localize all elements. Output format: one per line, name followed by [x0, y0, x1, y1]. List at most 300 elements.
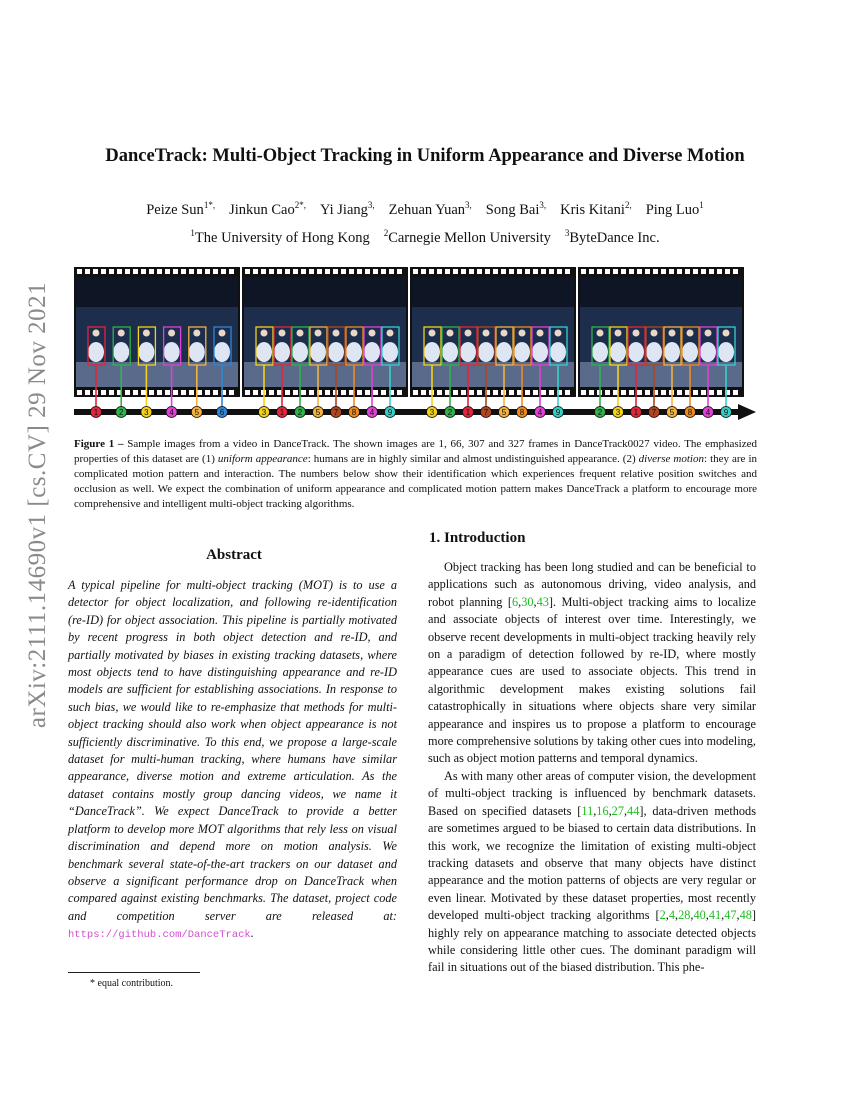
film-sprocket — [693, 390, 698, 395]
film-sprocket — [389, 269, 394, 274]
dancer-figure — [700, 342, 716, 362]
film-sprocket — [149, 269, 154, 274]
author-name: Kris Kitani$^{2,}$ — [560, 200, 632, 218]
film-sprocket — [429, 269, 434, 274]
dancer-head — [597, 330, 604, 337]
film-sprocket — [581, 269, 586, 274]
citation-group: 2,4,28,40,41,47,48 — [659, 908, 752, 923]
film-sprocket — [253, 269, 258, 274]
id-label: 7 — [483, 408, 489, 417]
dancer-head — [143, 330, 150, 337]
film-sprocket — [477, 390, 482, 395]
film-sprocket — [541, 269, 546, 274]
id-label: 1 — [93, 408, 99, 417]
id-label: 7 — [333, 408, 339, 417]
id-label: 8 — [351, 408, 357, 417]
arxiv-sidebar — [8, 281, 68, 729]
film-sprocket — [181, 269, 186, 274]
id-label: 3 — [615, 408, 621, 417]
film-sprocket — [461, 390, 466, 395]
film-sprocket — [717, 269, 722, 274]
dancer-figure — [628, 342, 644, 362]
dancer-figure — [592, 342, 608, 362]
film-sprocket — [189, 390, 194, 395]
id-label: 4 — [369, 408, 375, 417]
caption-label: Figure 1 – — [74, 438, 124, 450]
author-name: Ping Luo$^1$ — [645, 200, 704, 218]
film-sprocket — [221, 269, 226, 274]
intro-paragraph-2 — [428, 768, 756, 977]
intro-p2-text-a: As with many other areas of computer vision, the development of multi-object tracking is influenced by benchmark datasets. Based on specified datasets [ — [428, 768, 756, 818]
dancer-figure — [113, 342, 129, 362]
author-affiliation-mark: 3, — [367, 200, 375, 210]
film-sprocket — [397, 390, 402, 395]
affiliation: $^2$Carnegie Mellon University — [383, 228, 551, 246]
arxiv-id: arXiv:2111.14690v1 [cs.CV] 29 Nov 2021 — [24, 281, 51, 729]
film-sprocket — [325, 390, 330, 395]
film-sprocket — [733, 390, 738, 395]
author-affiliation-mark: 2, — [624, 200, 632, 210]
film-sprocket — [493, 390, 498, 395]
film-sprocket — [509, 269, 514, 274]
film-sprocket — [621, 269, 626, 274]
dancer-figure — [274, 342, 290, 362]
citation-link[interactable]: 28 — [678, 908, 691, 923]
dancer-head — [219, 330, 226, 337]
author-affiliation-mark: 2*, — [294, 200, 306, 210]
film-sprocket — [93, 269, 98, 274]
citation-link[interactable]: 4 — [668, 908, 676, 923]
film-sprocket — [309, 269, 314, 274]
author-name: Peize Sun$^{1*,}$ — [146, 200, 216, 218]
film-sprocket — [101, 390, 106, 395]
dancer-figure — [346, 342, 362, 362]
film-sprocket — [213, 269, 218, 274]
id-label: 6 — [219, 408, 225, 417]
affiliation: $^3$ByteDance Inc. — [564, 228, 660, 246]
film-sprocket — [197, 269, 202, 274]
film-sprocket — [437, 269, 442, 274]
film-sprocket — [109, 269, 114, 274]
film-sprocket — [77, 269, 82, 274]
author-affiliation-mark: 1*, — [203, 200, 216, 210]
citation-link[interactable]: 2 — [659, 908, 666, 923]
film-sprocket — [133, 269, 138, 274]
film-sprocket — [317, 269, 322, 274]
dancer-figure — [550, 342, 566, 362]
dancer-head — [501, 330, 508, 337]
abstract-body — [68, 577, 397, 945]
id-label: 4 — [537, 408, 543, 417]
paper-title: DanceTrack: Multi-Object Tracking in Uniform Appearance and Diverse Motion — [105, 146, 745, 166]
film-sprocket — [469, 269, 474, 274]
film-sprocket — [173, 269, 178, 274]
dancer-figure — [138, 342, 154, 362]
introduction-body — [428, 559, 756, 977]
id-label: 9 — [723, 408, 729, 417]
id-label: 8 — [519, 408, 525, 417]
film-sprocket — [229, 269, 234, 274]
film-sprocket — [341, 269, 346, 274]
dancer-head — [651, 330, 658, 337]
film-sprocket — [365, 269, 370, 274]
dancer-figure — [328, 342, 344, 362]
figure-1-graphic — [74, 267, 756, 420]
stage-floor — [76, 362, 238, 387]
citation-link[interactable]: 40 — [693, 908, 706, 923]
id-label: 2 — [297, 408, 303, 417]
dancer-head — [315, 330, 322, 337]
film-sprocket — [421, 390, 426, 395]
dancer-figure — [718, 342, 734, 362]
dancer-head — [168, 330, 175, 337]
dancer-figure — [310, 342, 326, 362]
dancer-figure — [214, 342, 230, 362]
film-sprocket — [149, 390, 154, 395]
film-sprocket — [229, 390, 234, 395]
film-sprocket — [549, 390, 554, 395]
dancer-figure — [478, 342, 494, 362]
film-sprocket — [733, 269, 738, 274]
dancer-figure — [496, 342, 512, 362]
film-sprocket — [165, 269, 170, 274]
citation-group: 11,16,27,44 — [581, 803, 640, 818]
film-sprocket — [269, 390, 274, 395]
introduction-heading: 1. Introduction — [429, 530, 526, 546]
dancer-head — [369, 330, 376, 337]
film-sprocket — [101, 269, 106, 274]
dancer-figure — [460, 342, 476, 362]
author-name: Jinkun Cao$^{2*,}$ — [229, 200, 306, 218]
dancer-figure — [682, 342, 698, 362]
film-sprocket — [725, 269, 730, 274]
film-sprocket — [709, 390, 714, 395]
id-label: 4 — [169, 408, 174, 417]
dancer-head — [447, 330, 454, 337]
dancer-head — [93, 330, 100, 337]
film-sprocket — [677, 269, 682, 274]
dancer-head — [669, 330, 676, 337]
film-sprocket — [549, 269, 554, 274]
dancer-head — [118, 330, 125, 337]
film-sprocket — [285, 390, 290, 395]
dancer-figure — [532, 342, 548, 362]
film-sprocket — [605, 390, 610, 395]
film-sprocket — [605, 269, 610, 274]
film-sprocket — [629, 390, 634, 395]
dancer-figure — [189, 342, 205, 362]
film-sprocket — [309, 390, 314, 395]
dancer-head — [537, 330, 544, 337]
film-sprocket — [701, 390, 706, 395]
film-sprocket — [125, 269, 130, 274]
film-sprocket — [637, 269, 642, 274]
dancer-head — [193, 330, 200, 337]
film-sprocket — [469, 390, 474, 395]
id-label: 8 — [687, 408, 693, 417]
caption-text-3: : they are in complicated motion pattern and interaction. The numbers below show their identification which experiences frequent relative position switches and occlusion as well. We expect the combination of uniform appearance and complicated motion pattern makes DanceTrack a platform to encourage more comprehensive and intelligent multi-object tracking algorithms. — [74, 453, 758, 510]
film-sprocket — [525, 390, 530, 395]
caption-emphasis-1: uniform appearance — [217, 453, 308, 465]
film-sprocket — [333, 269, 338, 274]
film-sprocket — [213, 390, 218, 395]
film-sprocket — [565, 269, 570, 274]
film-sprocket — [397, 269, 402, 274]
film-sprocket — [421, 269, 426, 274]
film-sprocket — [301, 269, 306, 274]
film-sprocket — [525, 269, 530, 274]
id-label: 5 — [315, 408, 321, 417]
film-sprocket — [685, 269, 690, 274]
dancer-head — [429, 330, 436, 337]
abstract-end: . — [250, 926, 254, 941]
dancer-figure — [664, 342, 680, 362]
id-label: 5 — [194, 408, 200, 417]
citation-link[interactable]: 30 — [521, 594, 534, 609]
film-sprocket — [293, 269, 298, 274]
author-name: Song Bai$^{3,}$ — [485, 200, 547, 218]
figure-1-caption — [74, 437, 757, 512]
film-sprocket — [109, 390, 114, 395]
film-sprocket — [517, 269, 522, 274]
film-sprocket — [357, 269, 362, 274]
film-sprocket — [581, 390, 586, 395]
author-name: Zehuan Yuan$^{3,}$ — [388, 200, 472, 218]
citation-link[interactable]: 44 — [627, 803, 640, 818]
film-sprocket — [269, 269, 274, 274]
id-label: 5 — [669, 408, 675, 417]
film-sprocket — [493, 269, 498, 274]
id-label: 3 — [144, 408, 149, 417]
film-sprocket — [453, 390, 458, 395]
dancer-head — [519, 330, 526, 337]
citation-link[interactable]: 11 — [581, 803, 594, 818]
id-label: 2 — [447, 408, 453, 417]
film-sprocket — [245, 269, 250, 274]
film-sprocket — [653, 269, 658, 274]
caption-text-1: Sample images from a video in DanceTrack. The shown images are 1, 66, 307 and 327 frames in DanceTrack0027 video. The emphasized properties of this dataset are (1) — [74, 438, 757, 465]
film-sprocket — [677, 390, 682, 395]
id-label: 2 — [597, 408, 603, 417]
citation-link[interactable]: 41 — [708, 908, 722, 923]
dancer-figure — [364, 342, 380, 362]
id-label: 2 — [118, 408, 124, 417]
film-sprocket — [277, 269, 282, 274]
film-sprocket — [85, 269, 90, 274]
film-sprocket — [597, 269, 602, 274]
abstract-text: A typical pipeline for multi-object tracking (MOT) is to use a detector for object localization, and following re-identification (re-ID) for object association. This pipeline is partially motivated by recent progress in both object detection and re-ID, and partially motivated by biases in existing tracking datasets, where most objects tend to have distinguishing appearance and re-ID models are sufficient for establishing associations. In response to such bias, we would like to re-emphasize that methods for multi-object tracking should also work when object appearance is not sufficiently discriminative. To this end, we propose a large-scale dataset for multi-human tracking, where humans have similar appearance, diverse motion and extreme articulation. As the dataset contains mostly group dancing videos, we name it “DanceTrack”. We expect DanceTrack to provide a better platform to develop more MOT algorithms that rely less on visual discrimination and depend more on motion analysis. We benchmark several state-of-the-art trackers on our dataset and observe a significant performance drop on DanceTrack when compared against existing benchmarks. The dataset, project code and competition server are released at: — [68, 578, 397, 923]
stage-curtain — [244, 277, 406, 307]
dancer-head — [261, 330, 268, 337]
affiliation-list — [0, 228, 850, 247]
citation-link[interactable]: 48 — [739, 908, 752, 923]
film-sprocket — [205, 390, 210, 395]
film-sprocket — [341, 390, 346, 395]
dancer-head — [279, 330, 286, 337]
film-sprocket — [565, 390, 570, 395]
film-sprocket — [245, 390, 250, 395]
dancer-head — [615, 330, 622, 337]
citation-link[interactable]: 47 — [724, 908, 737, 923]
dancer-figure — [88, 342, 104, 362]
citation-link[interactable]: 6 — [511, 594, 519, 609]
timeline-arrowhead — [738, 404, 756, 420]
author-affiliation-mark: 3, — [465, 200, 472, 210]
film-sprocket — [629, 269, 634, 274]
film-sprocket — [197, 390, 202, 395]
film-sprocket — [157, 390, 162, 395]
id-label: 1 — [279, 408, 285, 417]
film-sprocket — [253, 390, 258, 395]
stage-floor — [412, 362, 574, 387]
id-label: 4 — [705, 408, 711, 417]
film-sprocket — [293, 390, 298, 395]
id-label: 5 — [501, 408, 507, 417]
stage-curtain — [76, 277, 238, 307]
film-sprocket — [541, 390, 546, 395]
affiliation: $^1$The University of Hong Kong — [190, 228, 370, 246]
dancer-head — [465, 330, 472, 337]
film-sprocket — [637, 390, 642, 395]
film-sprocket — [349, 269, 354, 274]
film-sprocket — [133, 390, 138, 395]
author-affiliation-mark: 3, — [539, 200, 547, 210]
film-sprocket — [173, 390, 178, 395]
film-sprocket — [301, 390, 306, 395]
id-label: 9 — [387, 408, 393, 417]
film-sprocket — [645, 390, 650, 395]
id-label: 7 — [651, 408, 657, 417]
film-sprocket — [485, 269, 490, 274]
film-sprocket — [413, 269, 418, 274]
film-sprocket — [125, 390, 130, 395]
caption-emphasis-2: diverse motion — [638, 453, 704, 465]
id-label: 1 — [465, 408, 471, 417]
dancer-head — [687, 330, 694, 337]
dataset-url-link[interactable]: https://github.com/DanceTrack — [68, 929, 251, 942]
dancer-head — [723, 330, 730, 337]
dancer-figure — [514, 342, 530, 362]
film-sprocket — [709, 269, 714, 274]
film-sprocket — [381, 269, 386, 274]
film-sprocket — [85, 390, 90, 395]
film-sprocket — [141, 390, 146, 395]
id-label: 1 — [633, 408, 639, 417]
dancer-head — [633, 330, 640, 337]
dancer-head — [297, 330, 304, 337]
dancer-head — [555, 330, 562, 337]
film-sprocket — [701, 269, 706, 274]
film-sprocket — [261, 269, 266, 274]
intro-p1-text-a: Object tracking has been long studied and can be beneficial to applications such as autonomous driving, video analysis, and robot planning [ — [428, 560, 756, 609]
film-sprocket — [117, 269, 122, 274]
citation-link[interactable]: 27 — [611, 803, 624, 818]
film-sprocket — [181, 390, 186, 395]
film-sprocket — [589, 390, 594, 395]
footnote: * equal contribution. — [90, 978, 174, 989]
dancer-figure — [382, 342, 398, 362]
dancer-head — [333, 330, 340, 337]
film-sprocket — [205, 269, 210, 274]
film-sprocket — [381, 390, 386, 395]
film-sprocket — [365, 390, 370, 395]
film-sprocket — [189, 269, 194, 274]
film-sprocket — [661, 390, 666, 395]
film-sprocket — [357, 390, 362, 395]
dancer-figure — [646, 342, 662, 362]
film-sprocket — [669, 269, 674, 274]
abstract-heading: Abstract — [206, 547, 262, 563]
citation-link[interactable]: 16 — [596, 803, 609, 818]
author-name: Yi Jiang$^{3,}$ — [319, 200, 375, 218]
film-sprocket — [373, 390, 378, 395]
stage-floor — [580, 362, 742, 387]
author-list — [0, 200, 850, 219]
intro-p2-text-c: ] highly rely on appearance matching to associate detected objects while considering little other cues. The dominant paradigm will fail in situations out of the biased distribution. This phe- — [428, 908, 756, 975]
caption-text-2: : humans are in highly similar and almost undistinguished appearance. (2) — [307, 453, 639, 465]
film-sprocket — [645, 269, 650, 274]
film-sprocket — [589, 269, 594, 274]
film-sprocket — [557, 269, 562, 274]
film-sprocket — [453, 269, 458, 274]
film-sprocket — [509, 390, 514, 395]
dancer-figure — [164, 342, 180, 362]
film-sprocket — [533, 390, 538, 395]
film-sprocket — [533, 269, 538, 274]
intro-p1-text-b: ]. Multi-object tracking aims to localize and associate objects of interest over time. Interestingly, we observe recent developments in multi-object tracking heavily rely on a paradigm of detection followed by re-ID, where mostly appearance cues are used to associate objects. This trend in algorithmic development makes existing solutions fail catastrophically in situations where objects share very similar appearance and inspires us to propose a platform to encourage more comprehensive solutions by taking other cues into modeling, such as object motion patterns and temporal dynamics. — [428, 594, 757, 766]
dancer-figure — [256, 342, 272, 362]
stage-floor — [244, 362, 406, 387]
figure-1 — [74, 267, 756, 420]
film-sprocket — [413, 390, 418, 395]
dancer-head — [387, 330, 394, 337]
film-sprocket — [141, 269, 146, 274]
dancer-figure — [292, 342, 308, 362]
film-sprocket — [325, 269, 330, 274]
stage-curtain — [580, 277, 742, 307]
film-sprocket — [445, 269, 450, 274]
film-sprocket — [157, 269, 162, 274]
dancer-head — [705, 330, 712, 337]
film-sprocket — [477, 269, 482, 274]
citation-group: 6,30,43 — [511, 594, 549, 609]
film-sprocket — [165, 390, 170, 395]
film-sprocket — [77, 390, 82, 395]
author-affiliation-mark: 1 — [699, 200, 704, 210]
dancer-figure — [610, 342, 626, 362]
citation-link[interactable]: 43 — [536, 594, 549, 609]
film-sprocket — [621, 390, 626, 395]
dancer-figure — [442, 342, 458, 362]
film-sprocket — [373, 269, 378, 274]
intro-p2-text-b: ], data-driven methods are sometimes argued to be biased to certain data distributions. In this work, we recognize the limitation of existing multi-object tracking datasets and observe that many objects have distinct appearance and the motion patterns of objects are very regular or even linear. Motivated by these dataset properties, most recently developed multi-object tracking algorithms [ — [428, 803, 756, 923]
film-sprocket — [461, 269, 466, 274]
film-sprocket — [613, 269, 618, 274]
id-label: 3 — [429, 408, 435, 417]
intro-paragraph-1 — [428, 559, 756, 768]
film-sprocket — [437, 390, 442, 395]
dancer-head — [483, 330, 490, 337]
dancer-figure — [424, 342, 440, 362]
id-label: 9 — [555, 408, 561, 417]
film-sprocket — [661, 269, 666, 274]
id-label: 3 — [261, 408, 267, 417]
footnote-rule — [68, 972, 200, 973]
film-sprocket — [285, 269, 290, 274]
dancer-head — [351, 330, 358, 337]
film-sprocket — [693, 269, 698, 274]
film-sprocket — [501, 269, 506, 274]
